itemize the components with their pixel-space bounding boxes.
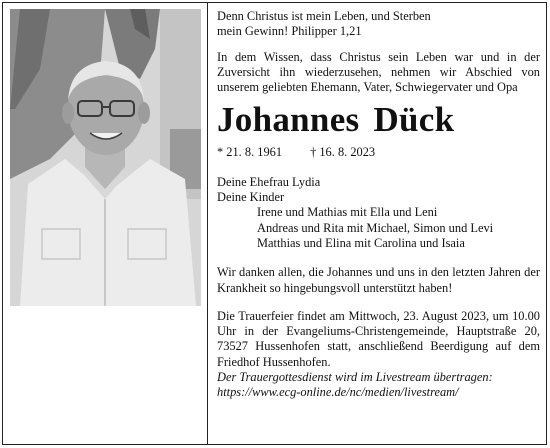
deceased-name (217, 99, 540, 141)
funeral-info: Die Trauerfeier findet am Mittwoch, 23. August 2023, um 10.00 Uhr in der Evangeliums-Christengemeinde, Hauptstraße 20, 73527 Hussenhofen statt, anschließend Beerdigung auf dem Friedhof Hussenhofen. (217, 308, 540, 369)
portrait-photo (10, 9, 201, 306)
vertical-divider (207, 2, 208, 445)
family-list (217, 175, 540, 251)
children-label: Deine Kinder (217, 190, 285, 205)
child-family: Andreas und Rita mit Michael, Simon und Levi (257, 220, 494, 235)
death-date: † 16. 8. 2023 (310, 145, 376, 160)
child-family: Matthias und Elina mit Carolina und Isaia (257, 235, 465, 250)
life-dates (217, 145, 540, 160)
birth-date: * 21. 8. 1961 (217, 145, 283, 160)
first-name: Johannes (217, 100, 360, 140)
bible-verse-line: Denn Christus ist mein Leben, und Sterben (217, 9, 431, 23)
wife-line: Deine Ehefrau Lydia (217, 174, 321, 189)
bible-verse-line: mein Gewinn! Philipper 1,21 (217, 24, 362, 39)
last-name: Dück (373, 100, 455, 140)
bible-verse (217, 9, 540, 40)
livestream-url: https://www.ecg-online.de/nc/medien/livestream/ (217, 385, 459, 400)
thanks-text: Wir danken allen, die Johannes und uns in den letzten Jahren der Krankheit so hingebungsvoll unterstützt haben! (217, 265, 540, 295)
intro-text: In dem Wissen, dass Christus sein Leben war und in der Zuversicht ihn wiederzusehen, nehmen wir Abschied von unserem geliebten Ehemann, Vater, Schwiegervater und Opa (217, 49, 540, 95)
livestream-note: Der Trauergottesdienst wird im Livestream übertragen: (217, 370, 493, 385)
child-family: Irene und Mathias mit Ella und Leni (257, 205, 438, 220)
obituary-text (217, 9, 540, 401)
